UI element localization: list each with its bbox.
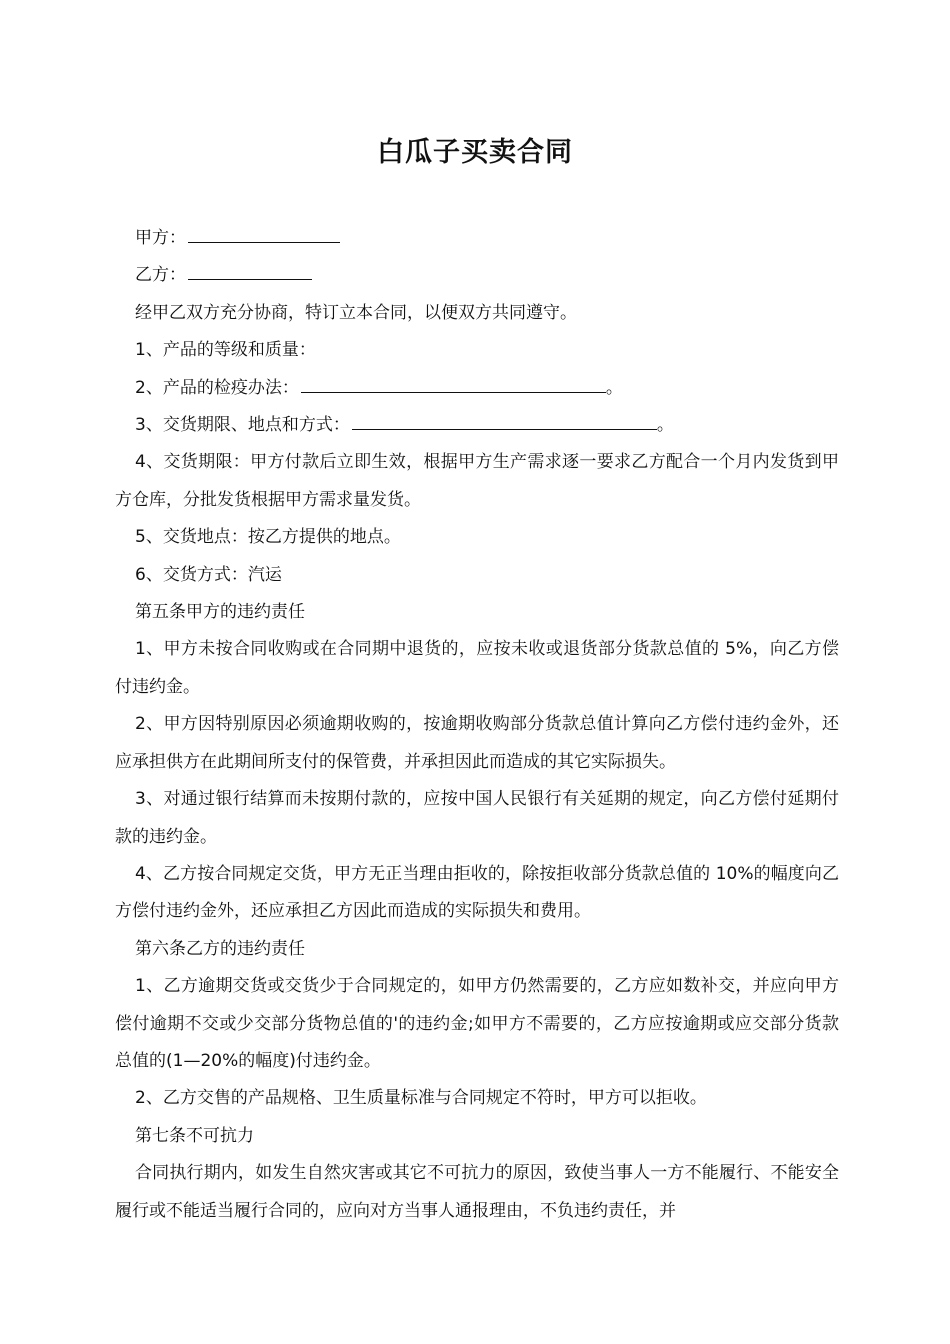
party-a-label: 甲方： [135, 228, 186, 248]
intro-paragraph: 经甲乙双方充分协商，特订立本合同，以便双方共同遵守。 [135, 302, 577, 323]
party-b-label: 乙方： [135, 265, 186, 286]
item-3 [115, 407, 839, 444]
article-5-heading: 第五条甲方的违约责任 [135, 602, 305, 623]
item-4: 4、交货期限：甲方付款后立即生效，根据甲方生产需求逐一要求乙方配合一个月内发货到甲方仓库，分批发货根据甲方需求量发货。 [115, 452, 839, 510]
item-5: 5、交货地点：按乙方提供的地点。 [135, 527, 401, 548]
item-3-label: 3、交货期限、地点和方式： [135, 415, 350, 436]
party-b-line [115, 257, 839, 294]
article-6-clause-1: 1、乙方逾期交货或交货少于合同规定的，如甲方仍然需要的，乙方应如数补交，并应向甲方偿付逾期不交或少交部分货物总值的'的违约金;如甲方不需要的，乙方应按逾期或应交部分货款总值的(1—20%的幅度)付违约金。 [115, 976, 839, 1071]
article-7-clause-1: 合同执行期内，如发生自然灾害或其它不可抗力的原因，致使当事人一方不能履行、不能安全履行或不能适当履行合同的，应向对方当事人通报理由，不负违约责任，并 [115, 1163, 839, 1221]
item-2 [115, 370, 839, 407]
party-a-line [115, 220, 839, 257]
party-a-blank [188, 224, 340, 243]
item-6: 6、交货方式：汽运 [135, 564, 282, 585]
party-b-blank [188, 262, 312, 281]
article-6-heading: 第六条乙方的违约责任 [135, 938, 305, 959]
article-5-clause-1: 1、甲方未按合同收购或在合同期中退货的，应按未收或退货部分货款总值的 5%，向乙方偿付违约金。 [115, 639, 839, 697]
item-2-label: 2、产品的检疫办法： [135, 377, 299, 398]
article-5-clause-2: 2、甲方因特别原因必须逾期收购的，按逾期收购部分货款总值计算向乙方偿付违约金外，还应承担供方在此期间所支付的保管费，并承担因此而造成的其它实际损失。 [115, 714, 839, 772]
item-2-end: 。 [605, 377, 623, 398]
document-body [115, 220, 839, 1230]
item-3-end: 。 [656, 415, 674, 436]
item-2-blank [301, 374, 606, 393]
article-6-clause-2: 2、乙方交售的产品规格、卫生质量标准与合同规定不符时，甲方可以拒收。 [135, 1088, 707, 1109]
article-5-clause-4: 4、乙方按合同规定交货，甲方无正当理由拒收的，除按拒收部分货款总值的 10%的幅度向乙方偿付违约金外，还应承担乙方因此而造成的实际损失和费用。 [115, 863, 839, 922]
item-1: 1、产品的等级和质量： [135, 340, 316, 361]
article-5-clause-3: 3、对通过银行结算而未按期付款的，应按中国人民银行有关延期的规定，向乙方偿付延期付款的违约金。 [115, 789, 839, 847]
item-3-blank [352, 411, 657, 430]
document-title: 白瓜子买卖合同 [377, 137, 573, 168]
article-7-heading: 第七条不可抗力 [135, 1125, 254, 1146]
